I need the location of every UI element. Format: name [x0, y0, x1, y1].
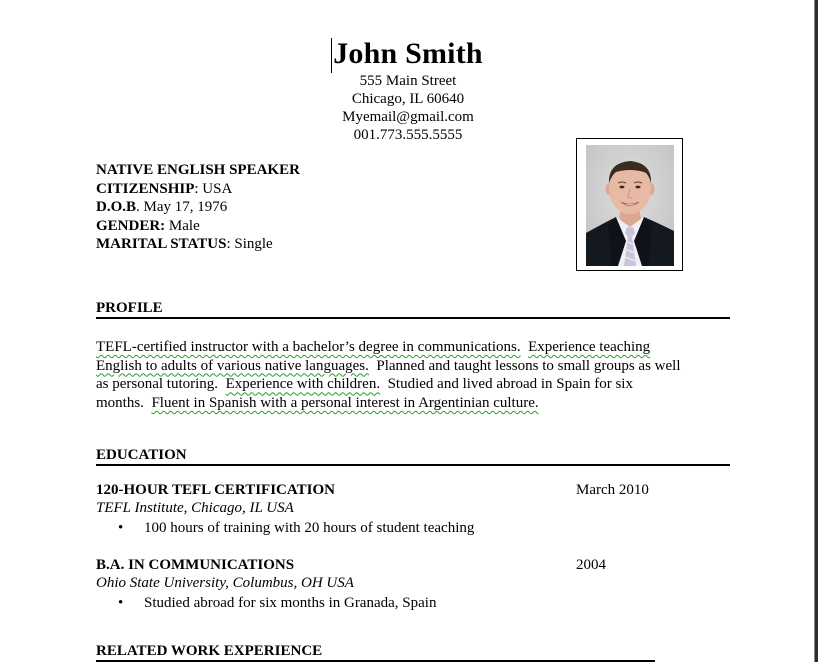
- education-entry-date: 2004: [576, 557, 606, 573]
- education-entry-bullet: • 100 hours of training with 20 hours of student teaching: [118, 520, 475, 536]
- phone-line: 001.773.555.5555: [353, 127, 463, 143]
- dob-row: D.O.B. May 17, 1976: [96, 199, 228, 215]
- address-line: 555 Main Street: [359, 73, 457, 89]
- work-experience-heading: RELATED WORK EXPERIENCE: [96, 642, 655, 662]
- bullet-icon: •: [118, 595, 124, 611]
- gender-row: GENDER: Male: [96, 217, 200, 234]
- text-cursor: [331, 38, 332, 73]
- photo-frame[interactable]: [576, 138, 683, 271]
- citizenship-row: CITIZENSHIP: USA: [96, 180, 233, 197]
- marital-row: MARITAL STATUS: Single: [96, 236, 273, 252]
- resume-name[interactable]: [333, 36, 483, 72]
- education-entry-title: 120-HOUR TEFL CERTIFICATION: [96, 482, 335, 498]
- profile-paragraph: [96, 338, 736, 413]
- education-entry-institution: Ohio State University, Columbus, OH USA: [96, 575, 354, 591]
- education-entry-title: B.A. IN COMMUNICATIONS: [96, 557, 295, 573]
- headshot-image: [586, 145, 674, 266]
- resume-header: [0, 36, 816, 144]
- name-text: John Smith: [333, 37, 483, 70]
- education-entry-bullet: • Studied abroad for six months in Granada, Spain: [118, 595, 437, 611]
- city-line: Chicago, IL 60640: [351, 91, 465, 107]
- profile-line: as personal tutoring. Experience with children. Studied and lived abroad in Spain for six: [96, 376, 633, 393]
- personal-info: [96, 161, 300, 254]
- profile-line: months. Fluent in Spanish with a personal interest in Argentinian culture.: [96, 395, 539, 412]
- native-speaker: NATIVE ENGLISH SPEAKER: [96, 162, 300, 178]
- profile-heading: PROFILE: [96, 299, 730, 319]
- education-entry-institution: TEFL Institute, Chicago, IL USA: [96, 500, 294, 516]
- education-heading: EDUCATION: [96, 446, 730, 466]
- profile-photo: [586, 145, 674, 266]
- email-line: Myemail@gmail.com: [342, 109, 474, 125]
- bullet-icon: •: [118, 520, 124, 536]
- education-entry-date: March 2010: [576, 482, 649, 498]
- profile-line: TEFL-certified instructor with a bachelor’s degree in communications. Experience teaching: [96, 339, 651, 355]
- profile-line: English to adults of various native languages. Planned and taught lessons to small groups as well: [96, 357, 681, 374]
